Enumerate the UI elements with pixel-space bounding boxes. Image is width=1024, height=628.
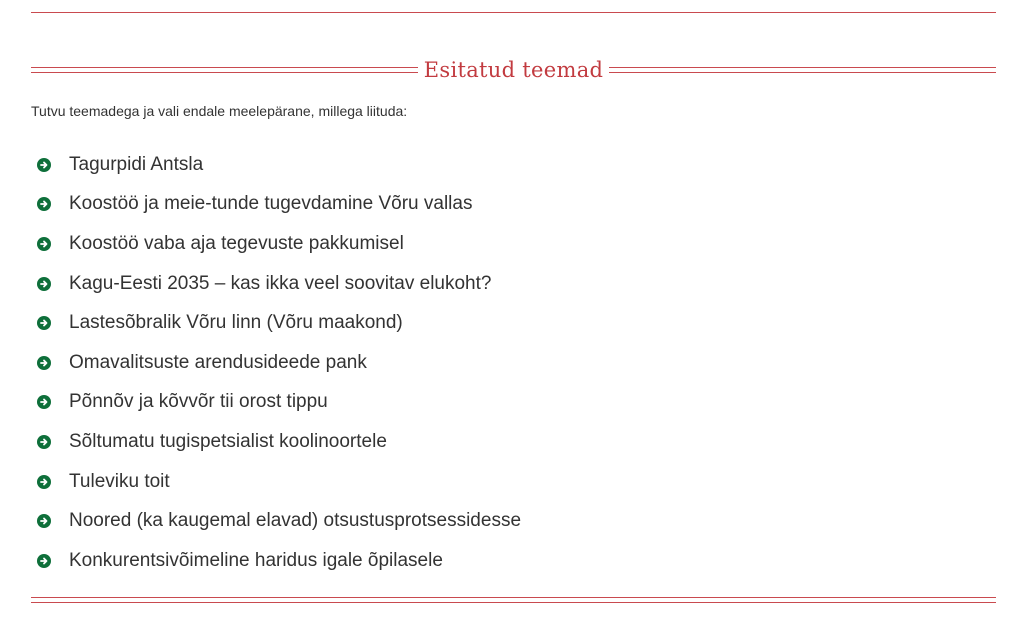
arrow-right-circle-icon [37, 277, 51, 291]
arrow-right-circle-icon [37, 395, 51, 409]
list-item [31, 264, 521, 304]
list-item [31, 501, 521, 541]
list-item [31, 541, 521, 581]
topic-link[interactable]: Kagu-Eesti 2035 – kas ikka veel soovitav elukoht? [69, 272, 492, 294]
topic-link[interactable]: Noored (ka kaugemal elavad) otsustusprotsessidesse [69, 510, 522, 532]
list-item [31, 343, 521, 383]
list-item [31, 303, 521, 343]
heading-right-divider [609, 67, 996, 73]
topic-list [31, 145, 521, 581]
section-heading-row [31, 52, 996, 88]
top-divider [31, 12, 996, 13]
topic-link[interactable]: Sõltumatu tugispetsialist koolinoortele [69, 430, 387, 452]
list-item [31, 224, 521, 264]
arrow-right-circle-icon [37, 514, 51, 528]
arrow-right-circle-icon [37, 435, 51, 449]
arrow-right-circle-icon [37, 197, 51, 211]
list-item [31, 383, 521, 423]
arrow-right-circle-icon [37, 158, 51, 172]
list-item [31, 422, 521, 462]
arrow-right-circle-icon [37, 316, 51, 330]
section-title: Esitatud teemad [423, 58, 604, 82]
bottom-divider [31, 597, 996, 603]
arrow-right-circle-icon [37, 554, 51, 568]
list-item [31, 145, 521, 185]
topic-link[interactable]: Omavalitsuste arendusideede pank [69, 351, 367, 373]
topic-link[interactable]: Tagurpidi Antsla [69, 153, 204, 175]
heading-left-divider [31, 67, 418, 73]
intro-text: Tutvu teemadega ja vali endale meelepärane, millega liituda: [31, 103, 408, 119]
topic-link[interactable]: Koostöö ja meie-tunde tugevdamine Võru vallas [69, 193, 473, 215]
list-item [31, 185, 521, 225]
arrow-right-circle-icon [37, 475, 51, 489]
list-item [31, 462, 521, 502]
topic-link[interactable]: Koostöö vaba aja tegevuste pakkumisel [69, 232, 404, 254]
topic-link[interactable]: Lastesõbralik Võru linn (Võru maakond) [69, 312, 403, 334]
topic-link[interactable]: Põnnõv ja kõvvõr tii orost tippu [69, 391, 328, 413]
topic-link[interactable]: Tuleviku toit [69, 470, 170, 492]
arrow-right-circle-icon [37, 237, 51, 251]
topic-link[interactable]: Konkurentsivõimeline haridus igale õpilasele [69, 549, 443, 571]
arrow-right-circle-icon [37, 356, 51, 370]
